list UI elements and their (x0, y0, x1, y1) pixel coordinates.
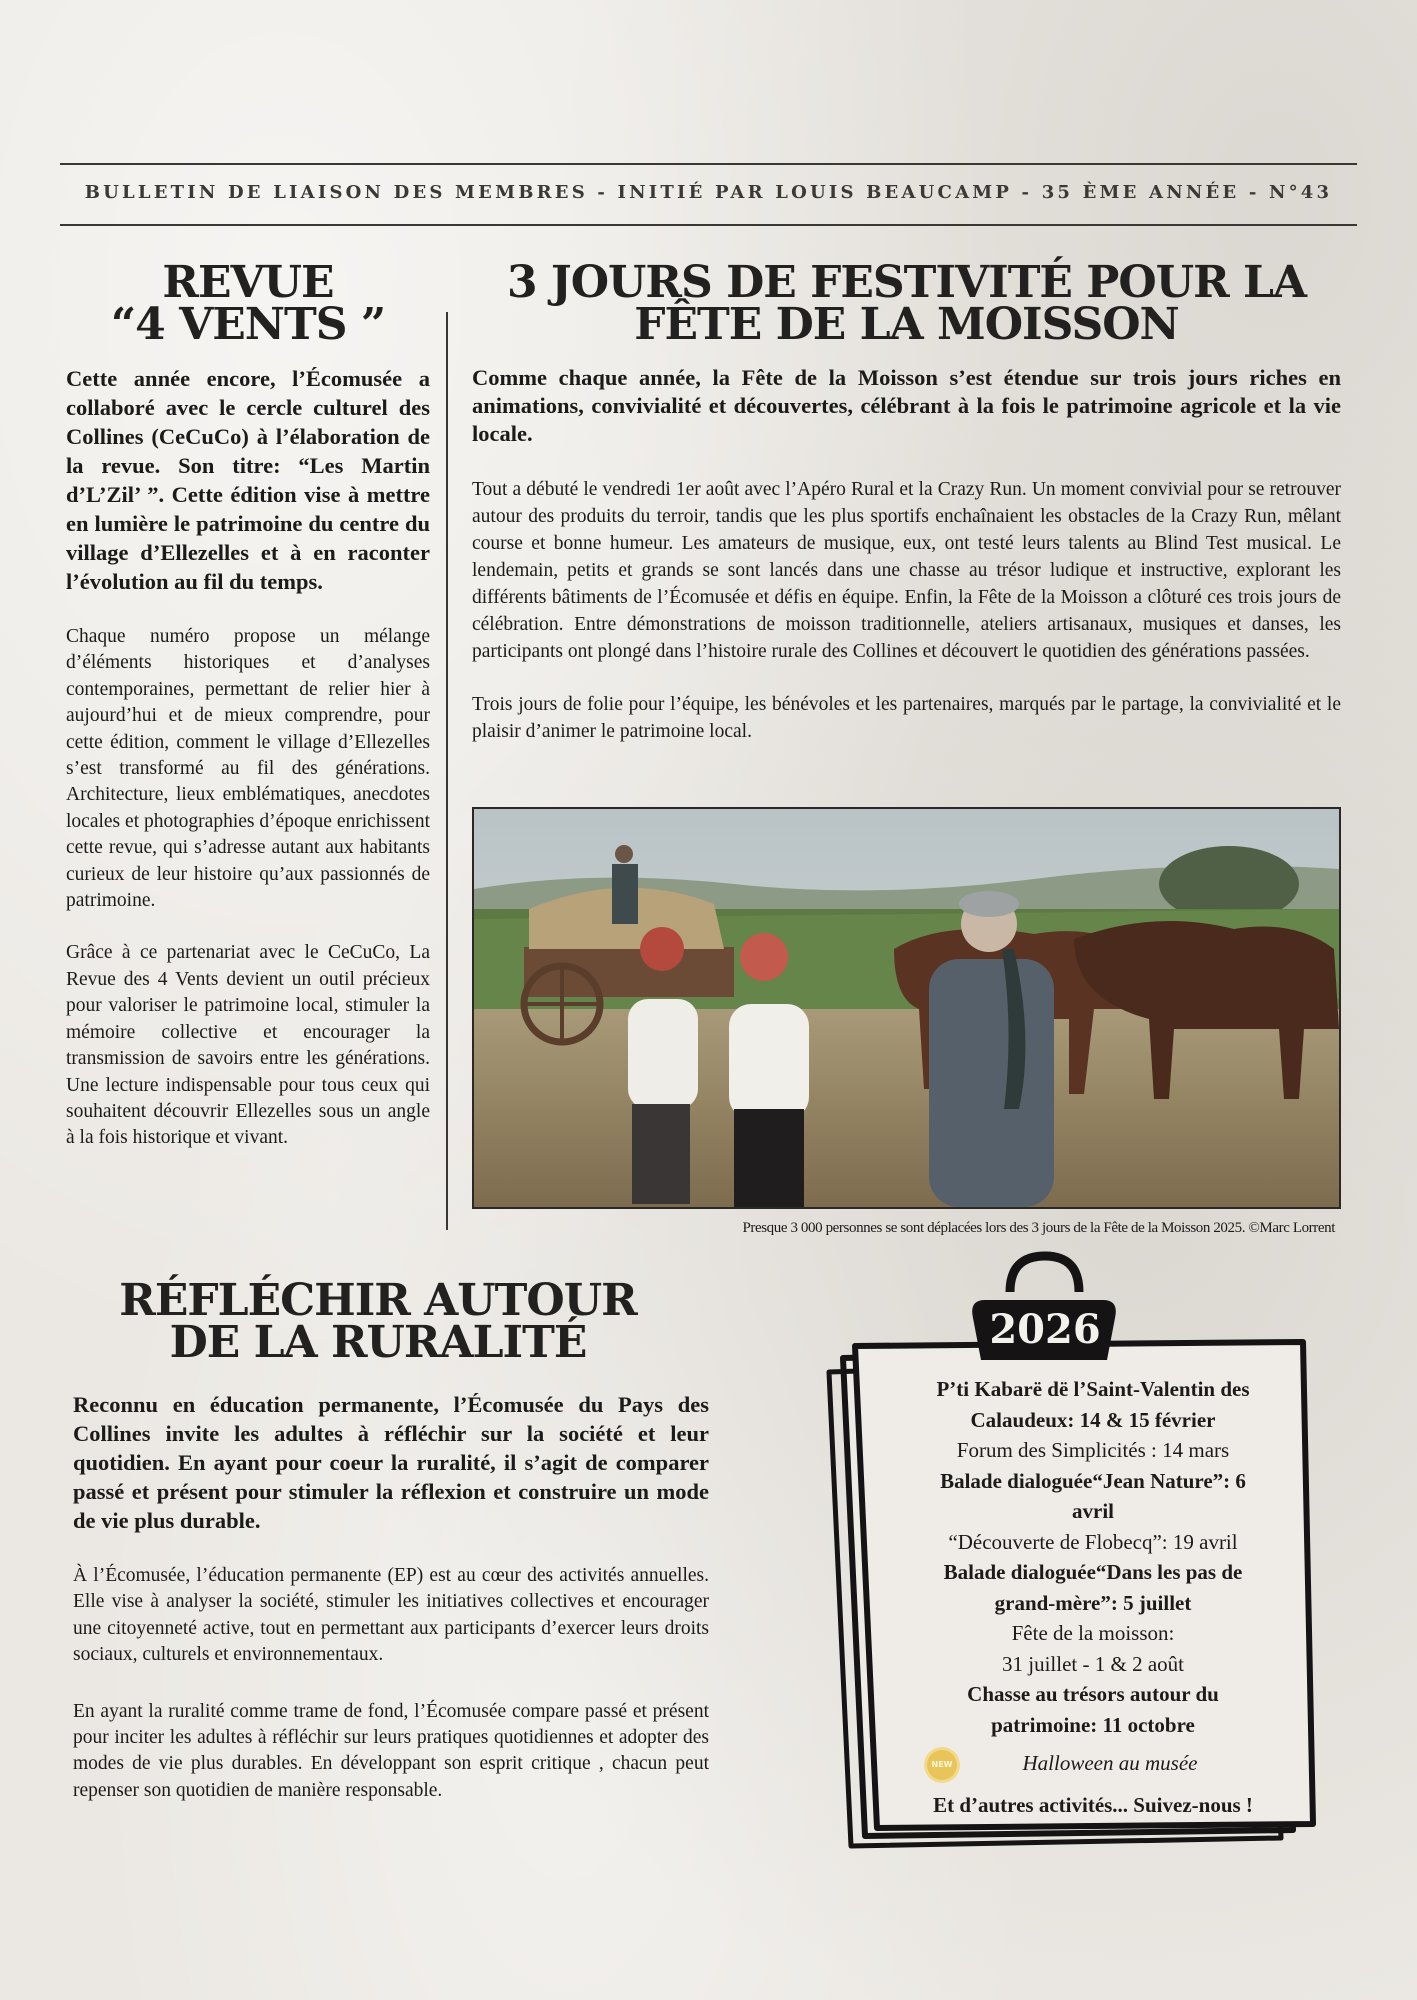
revue-paragraph-1: Chaque numéro propose un mélange d’éléments historiques et d’analyses contemporaines, permettant de relier hier à aujourd’hui et de mieux comprendre, pour cette édition, comment le village d’Ellezelles s’est transformé au fil des générations. Architecture, lieux emblématiques, anecdotes locales et photographies d’époque enrichissent cette revue, qui s’adresse autant aux habitants curieux de leur histoire qu’aux passionnés de patrimoine. (66, 626, 430, 912)
revue-title: REVUE “4 VENTS ” (110, 257, 386, 350)
masthead: BULLETIN DE LIAISON DES MEMBRES - INITIÉ PAR LOUIS BEAUCAMP - 35 ÈME ANNÉE - N°43 (84, 182, 1333, 203)
ruralite-lead: Reconnu en éducation permanente, l’Écomusée du Pays des Collines invite les adultes à réfléchir sur la société et leur quotidien. En ayant pour coeur la ruralité, il s’agit de comparer passé et présent pour stimuler la réflexion et construire un mode de vie plus durable. (73, 1392, 709, 1533)
agenda-item-chasse: Chasse au trésors autour du patrimoine: 11 octobre (967, 1682, 1219, 1737)
agenda-item-grand-mere: Balade dialoguée“Dans les pas de grand-mère”: 5 juillet (943, 1560, 1243, 1615)
agenda-item-halloween-row (883, 1748, 1303, 1784)
agenda-item-saint-valentin: P’ti Kabarë dë l’Saint-Valentin des Calaudeux: 14 & 15 février (936, 1377, 1250, 1432)
moisson-article (472, 257, 1341, 745)
ruralite-paragraph-2: En ayant la ruralité comme trame de fond, l’Écomusée compare passé et présent pour inciter les adultes à réfléchir sur leurs pratiques quotidiennes et adopter des modes de vie plus durables. En développant son esprit critique , chacun peut repenser son quotidien de manière responsable. (73, 1700, 709, 1801)
moisson-paragraph-2: Trois jours de folie pour l’équipe, les bénévoles et les partenaires, marqués par le partage, la convivialité et le plaisir d’animer le patrimoine local. (472, 694, 1341, 742)
harvest-photo (472, 807, 1341, 1209)
agenda-board (815, 1250, 1335, 1850)
agenda-item-halloween: Halloween au musée (1022, 1751, 1198, 1775)
ruralite-article (73, 1275, 709, 1804)
photo-caption: Presque 3 000 personnes se sont déplacées lors des 3 jours de la Fête de la Moisson 2025. ©Marc Lorrent (742, 1220, 1335, 1236)
ruralite-paragraph-1: À l’Écomusée, l’éducation permanente (EP) est au cœur des activités annuelles. Elle vise à analyser la société, stimuler les initiatives collectives et encourager une citoyenneté active, tout en permettant aux participants d’exercer leurs droits sociaux, culturels et environnementaux. (73, 1565, 709, 1666)
agenda-item-forum: Forum des Simplicités : 14 mars (956, 1438, 1230, 1462)
revue-lead: Cette année encore, l’Écomusée a collaboré avec le cercle culturel des Collines (CeCuCo) à l’élaboration de la revue. Son titre: “Les Martin d’L’Zil’ ”. Cette édition vise à mettre en lumière le patrimoine du centre du village d’Ellezelles et à en raconter l’évolution au fil du temps. (66, 366, 430, 594)
moisson-lead: Comme chaque année, la Fête de la Moisson s’est étendue sur trois jours riches en animations, convivialité et découvertes, célébrant à la fois le patrimoine agricole et la vie locale. (472, 365, 1341, 446)
new-badge-icon: NEW (927, 1750, 957, 1780)
agenda-item-more: Et d’autres activités... Suivez-nous ! (933, 1793, 1253, 1817)
ruralite-title: RÉFLÉCHIR AUTOUR DE LA RURALITÉ (119, 1275, 637, 1368)
masthead-top-rule (60, 163, 1357, 165)
agenda-item-flobecq: “Découverte de Flobecq”: 19 avril (948, 1529, 1238, 1554)
agenda-item-moisson-dates: 31 juillet - 1 & 2 août (1002, 1651, 1184, 1676)
agenda-year: 2026 (989, 1306, 1101, 1353)
agenda-item-jean-nature: Balade dialoguée“Jean Nature”: 6 avril (940, 1468, 1246, 1523)
agenda-list (883, 1374, 1303, 1821)
moisson-title: 3 JOURS DE FESTIVITÉ POUR LA FÊTE DE LA MOISSON (506, 257, 1307, 350)
masthead-bottom-rule (60, 224, 1357, 226)
column-divider (446, 312, 448, 1230)
harvest-photo-illustration (474, 809, 1339, 1207)
moisson-paragraph-1: Tout a débuté le vendredi 1er août avec l’Apéro Rural et la Crazy Run. Un moment convivial pour se retrouver autour des produits du terroir, tandis que les plus sportifs enchaînaient les obstacles de la Crazy Run, mêlant course et bonne humeur. Les amateurs de musique, eux, ont testé leurs talents au Blind Test musical. Le lendemain, petits et grands se sont lancés dans une chasse au trésor ludique et instructive, explorant les différents bâtiments de l’Écomusée et défis en équipe. Enfin, la Fête de la Moisson a clôturé ces trois jours de célébration. Entre démonstrations de moisson traditionnelle, ateliers artisanaux, musiques et danses, les participants ont plongé dans l’histoire rurale des Collines et découvert le quotidien des générations passées. (472, 479, 1341, 662)
agenda-item-moisson: Fête de la moisson: (1011, 1621, 1175, 1645)
revue-paragraph-2: Grâce à ce partenariat avec le CeCuCo, La Revue des 4 Vents devient un outil précieux pour valoriser le patrimoine local, stimuler la mémoire collective et encourager la transmission de savoirs entre les générations. Une lecture indispensable pour tous ceux qui souhaitent découvrir Ellezelles sous un angle à la fois historique et vivant. (66, 942, 430, 1149)
revue-article (66, 257, 430, 1152)
